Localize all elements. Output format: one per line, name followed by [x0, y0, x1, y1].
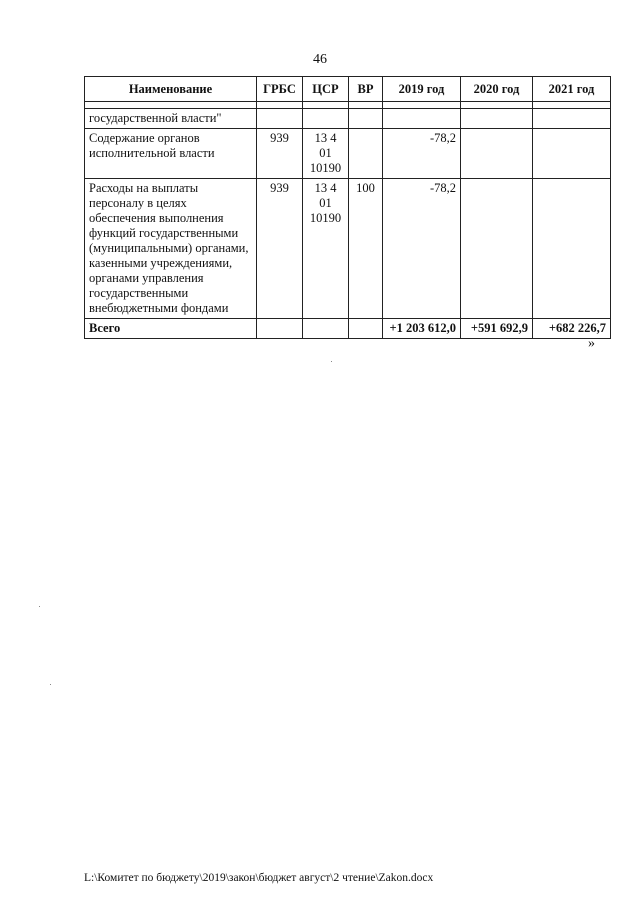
row-2019: -78,2: [383, 179, 461, 319]
table-total-row: [85, 319, 611, 339]
total-label: Всего: [85, 319, 257, 339]
row-csr: 13 4 01 10190: [303, 179, 349, 319]
closing-quote: »: [588, 336, 595, 351]
row-2019: -78,2: [383, 129, 461, 179]
scan-speck: [331, 361, 332, 362]
row-2020: [461, 179, 533, 319]
row-grbs: 939: [257, 129, 303, 179]
page-number: 46: [313, 52, 327, 67]
header-2021: 2021 год: [533, 77, 611, 102]
budget-table: [84, 76, 611, 339]
header-csr: ЦСР: [303, 77, 349, 102]
scan-speck: [50, 684, 51, 685]
header-2019: 2019 год: [383, 77, 461, 102]
table-spacer-row: [85, 102, 611, 109]
row-2020: [461, 129, 533, 179]
total-2021: +682 226,7: [533, 319, 611, 339]
header-vr: ВР: [349, 77, 383, 102]
scan-speck: [39, 606, 40, 607]
row-name: Расходы на выплаты персоналу в целях обеспечения выполнения функций государственными (муниципальными) органами, казенными учреждениями, органами управления государственными внебюджетными фондами: [85, 179, 257, 319]
table-row-continuation: [85, 109, 611, 129]
row-vr: 100: [349, 179, 383, 319]
row-csr: 13 4 01 10190: [303, 129, 349, 179]
total-2019: +1 203 612,0: [383, 319, 461, 339]
table-header-row: [85, 77, 611, 102]
row-name: Содержание органов исполнительной власти: [85, 129, 257, 179]
header-2020: 2020 год: [461, 77, 533, 102]
header-grbs: ГРБС: [257, 77, 303, 102]
row-grbs: 939: [257, 179, 303, 319]
total-2020: +591 692,9: [461, 319, 533, 339]
table-row: [85, 179, 611, 319]
row-2021: [533, 129, 611, 179]
row-vr: [349, 129, 383, 179]
continuation-cell: государственной власти": [85, 109, 257, 129]
row-2021: [533, 179, 611, 319]
header-name: Наименование: [85, 77, 257, 102]
table-row: [85, 129, 611, 179]
footer-file-path: L:\Комитет по бюджету\2019\закон\бюджет август\2 чтение\Zakon.docx: [84, 872, 434, 884]
